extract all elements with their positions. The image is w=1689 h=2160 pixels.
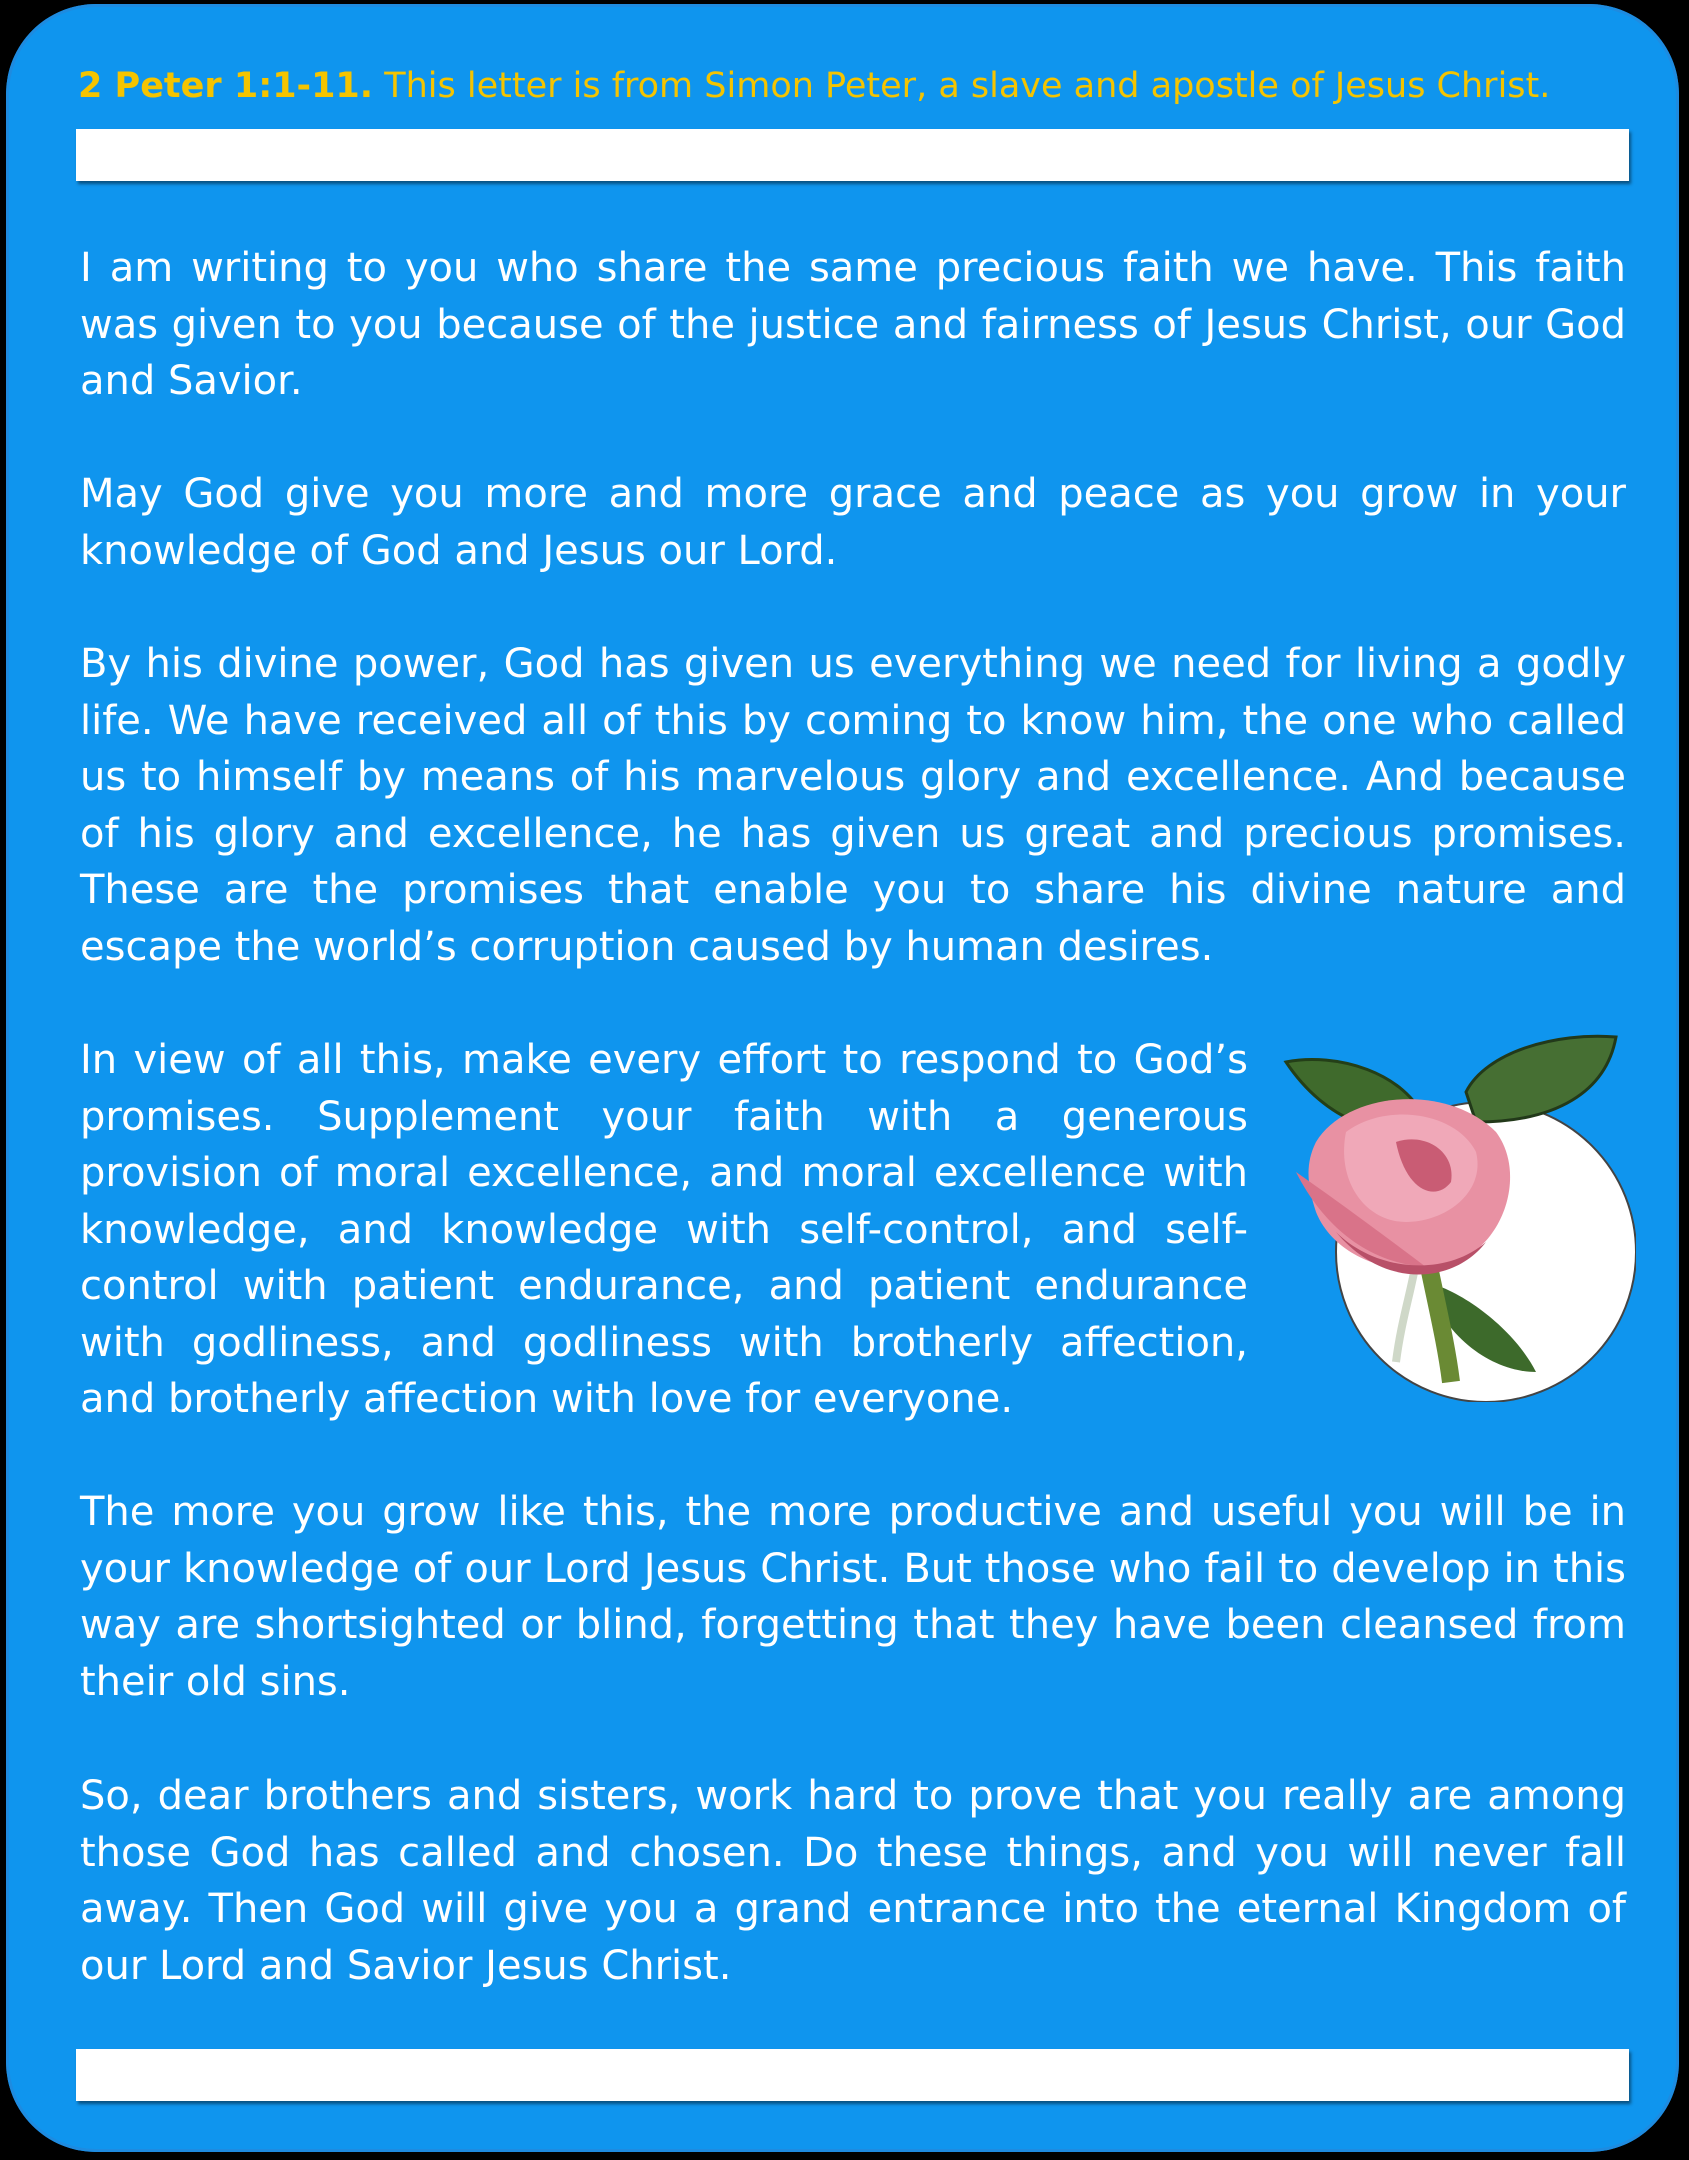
paragraph-3: By his divine power, God has given us everything we need for living a godly life. We have received all of this by coming to know him, the one who called us to himself by means of his marvelous glory and excellence. And because of his glory and excellence, he has given us great and precious promises. These are the promises that enable you to share his divine nature and escape the world’s corruption caused by human desires.: [80, 641, 1626, 970]
paragraph-1: I am writing to you who share the same precious faith we have. This faith was given to you because of the justice and fairness of Jesus Christ, our God and Savior.: [80, 245, 1626, 404]
passage-intro: This letter is from Simon Peter, a slave and apostle of Jesus Christ.: [384, 66, 1551, 106]
passage-header: [78, 62, 1628, 110]
top-blank-bar: [76, 129, 1629, 181]
paragraph-4: In view of all this, make every effort to respond to God’s promises. Supplement your faith with a generous provision of moral excellence, and moral excellence with knowledge, and knowledge with self-control, and self-control with patient endurance, and patient endurance with godliness, and godliness with brotherly affection, and brotherly affection with love for everyone.: [80, 1037, 1248, 1422]
paragraph-6: So, dear brothers and sisters, work hard to prove that you really are among those God has called and chosen. Do these things, and you will never fall away. Then God will give you a grand entrance into the eternal Kingdom of our Lord and Savior Jesus Christ.: [80, 1773, 1626, 1989]
paragraph-2: May God give you more and more grace and peace as you grow in your knowledge of God and Jesus our Lord.: [80, 471, 1626, 574]
rose-flower-icon: [1276, 1032, 1636, 1402]
paragraph-5: The more you grow like this, the more productive and useful you will be in your knowledge of our Lord Jesus Christ. But those who fail to develop in this way are shortsighted or blind, forgetting that they have been cleansed from their old sins.: [80, 1489, 1626, 1705]
passage-reference: 2 Peter 1:1-11.: [78, 66, 374, 106]
bottom-blank-bar: [76, 2049, 1629, 2101]
scripture-card: [6, 4, 1679, 2152]
rose-leaf-right: [1466, 1036, 1616, 1122]
